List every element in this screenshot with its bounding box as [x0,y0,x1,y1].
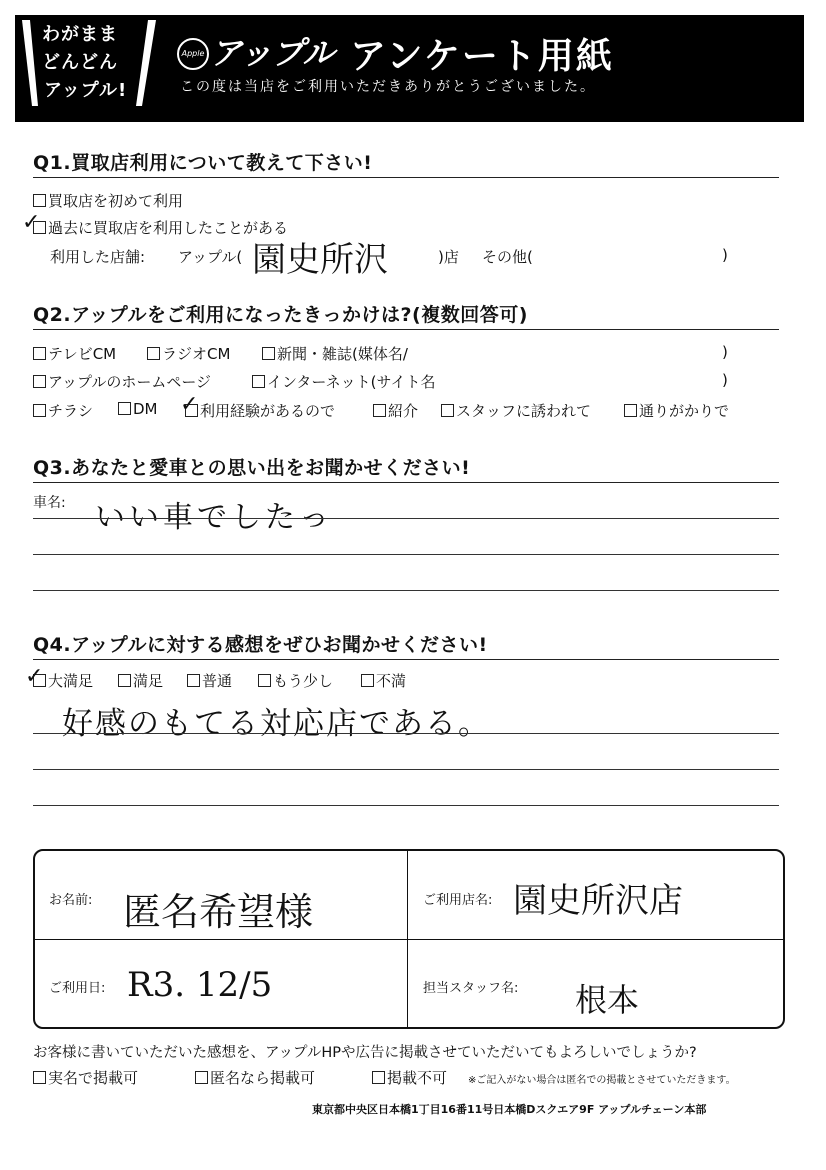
checkbox-icon[interactable] [262,347,275,360]
publish-question: お客様に書いていただいた感想を、アップルHPや広告に掲載させていただいてもよろしいでしょうか? [33,1045,697,1061]
slogan [20,18,150,108]
option-label: 普通 [202,672,233,690]
staff-label: 担当スタッフ名: [423,981,519,996]
option-label: 通りがかりで [639,402,730,420]
option-label: 利用経験があるので [200,402,336,420]
q1-other-close: ) [722,246,728,264]
q1-divider [33,177,779,178]
option-label: スタッフに誘われて [456,402,592,420]
q3-answer-line-2 [33,554,779,555]
name-label: お名前: [49,893,93,908]
q3-answer-line-1 [33,518,779,519]
checkbox-icon[interactable] [33,194,46,207]
q1-apple-label: アップル( [178,248,243,266]
q3-handwritten-answer[interactable]: いい車でしたっ [95,500,333,535]
check-mark-icon: ✓ [25,664,44,689]
checkbox-icon[interactable] [33,404,46,417]
q4-option-unsatisfied[interactable] [361,670,406,691]
option-label: 紹介 [388,402,419,420]
publish-note: ※ご記入がない場合は匿名での掲載とさせていただきます。 [468,1075,736,1086]
slogan-line-2: どんどん [42,52,118,73]
checkbox-icon[interactable] [252,375,265,388]
q4-answer-line-2 [33,769,779,770]
q1-handwritten-store[interactable]: 園史所沢 [252,240,388,280]
option-label: 掲載不可 [387,1069,448,1087]
q3-answer-line-3 [33,590,779,591]
q2-option-experience[interactable] [185,400,335,421]
publish-option-real-name[interactable] [33,1067,138,1088]
q1-option-first-time[interactable] [33,190,183,211]
name-value[interactable]: 匿名希望様 [123,890,314,934]
option-label: 不満 [376,672,407,690]
option-label: アップルのホームページ [48,373,212,391]
option-label: DM [133,400,158,418]
q4-answer-line-3 [33,805,779,806]
checkbox-icon[interactable] [118,402,131,415]
q4-handwritten-answer[interactable]: 好感のもてる対応店である。 [62,706,491,742]
store-name-value[interactable]: 園史所沢店 [513,881,683,921]
greeting-text: この度は当店をご利用いただきありがとうございました。 [180,79,596,95]
checkbox-icon[interactable] [187,674,200,687]
slogan-line-3: アップル! [44,80,128,101]
q2-row1-close: ) [722,343,728,361]
publish-option-no[interactable] [372,1067,447,1088]
checkbox-icon[interactable] [33,1071,46,1084]
q2-option-radio[interactable] [147,343,230,364]
q2-option-flyer[interactable] [33,400,93,421]
q4-title: Q4.アップルに対する感想をぜひお聞かせください! [33,634,488,656]
checkbox-icon[interactable] [258,674,271,687]
company-address: 東京都中央区日本橋1丁目16番11号日本橋Dスクエア9F アップルチェーン本部 [312,1103,707,1116]
checkbox-icon[interactable] [441,404,454,417]
q2-option-passing[interactable] [624,400,729,421]
q4-option-satisfied[interactable] [118,670,163,691]
option-label: 新聞・雑誌(媒体名/ [277,345,408,363]
q2-row2-close: ) [722,371,728,389]
date-label: ご利用日: [49,981,106,996]
q2-option-staff[interactable] [441,400,591,421]
logo-text: アップル [210,34,335,72]
q1-store-suffix: )店 [438,248,459,266]
q3-title: Q3.あなたと愛車との思い出をお聞かせください! [33,457,471,479]
checkbox-icon[interactable] [624,404,637,417]
q2-divider [33,329,779,330]
date-value[interactable]: R3. 12/5 [127,965,273,1005]
q4-answer-line-1 [33,733,779,734]
q2-option-newspaper[interactable] [262,343,408,364]
q1-option-used-before[interactable] [33,217,288,238]
q1-other-label: その他( [482,248,533,266]
option-label: 大満足 [48,672,94,690]
checkbox-icon[interactable] [147,347,160,360]
q2-option-referral[interactable] [373,400,418,421]
checkbox-icon[interactable] [195,1071,208,1084]
q1-title: Q1.買取店利用について教えて下さい! [33,152,373,174]
option-label: ラジオCM [162,345,231,363]
checkbox-icon[interactable] [373,404,386,417]
q2-option-tv[interactable] [33,343,116,364]
q1-option-label: 過去に買取店を利用したことがある [48,219,289,237]
option-label: もう少し [273,672,334,690]
publish-option-anonymous[interactable] [195,1067,315,1088]
q4-divider [33,659,779,660]
checkbox-icon[interactable] [361,674,374,687]
store-name-label: ご利用店名: [423,893,493,908]
slogan-line-1: わがまま [42,24,118,45]
q3-divider [33,482,779,483]
option-label: 実名で掲載可 [48,1069,139,1087]
q4-option-not-quite[interactable] [258,670,333,691]
checkbox-icon[interactable] [33,375,46,388]
q4-option-normal[interactable] [187,670,232,691]
option-label: チラシ [48,402,94,420]
option-label: 匿名なら掲載可 [210,1069,316,1087]
checkbox-icon[interactable] [118,674,131,687]
check-mark-icon: ✓ [22,210,41,235]
logo-icon: Apple [177,38,209,70]
option-label: 満足 [133,672,164,690]
option-label: インターネット(サイト名 [267,373,436,391]
checkbox-icon[interactable] [372,1071,385,1084]
q3-car-label: 車名: [33,495,66,511]
option-label: テレビCM [48,345,117,363]
check-mark-icon: ✓ [180,392,199,417]
q2-title: Q2.アップルをご利用になったきっかけは?(複数回答可) [33,304,528,326]
q2-option-dm[interactable] [118,400,158,418]
checkbox-icon[interactable] [33,347,46,360]
form-title: アンケート用紙 [350,36,614,77]
q1-option-label: 買取店を初めて利用 [48,192,184,210]
staff-value[interactable]: 根本 [575,981,640,1019]
customer-info-box [33,849,785,1029]
q1-store-label: 利用した店舗: [50,248,146,266]
q2-option-homepage[interactable] [33,371,211,392]
info-horizontal-divider [35,939,783,940]
q2-option-internet[interactable] [252,371,435,392]
